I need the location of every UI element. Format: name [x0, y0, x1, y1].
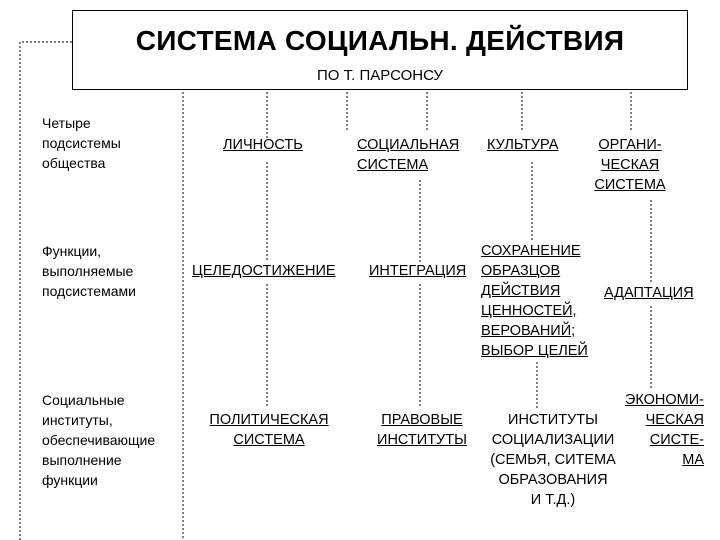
- subsystem-culture: КУЛЬТУРА: [487, 137, 559, 153]
- function-integration: ИНТЕГРАЦИЯ: [369, 263, 467, 279]
- row-label-functions: Функции, выполняемые подсистемами: [42, 243, 136, 299]
- function-adaptation: АДАПТАЦИЯ: [604, 285, 694, 301]
- institution-socialization: ИНСТИТУТЫ СОЦИАЛИЗАЦИИ (СЕМЬЯ, СИТЕМА ОБРАЗОВАНИЯ И Т.Д.): [490, 412, 616, 508]
- title-box: [72, 10, 688, 90]
- institution-political-system: ПОЛИТИЧЕСКАЯ СИСТЕМА: [209, 412, 329, 448]
- function-goal-attainment: ЦЕЛЕДОСТИЖЕНИЕ: [192, 263, 336, 279]
- diagram-title: СИСТЕМА СОЦИАЛЬН. ДЕЙСТВИЯ: [135, 25, 625, 56]
- row-label-institutions: Социальные институты, обеспечивающие выполнение функции: [42, 392, 156, 488]
- subsystem-personality: ЛИЧНОСТЬ: [223, 137, 303, 153]
- subsystem-social-system: СОЦИАЛЬНАЯ СИСТЕМА: [357, 137, 460, 173]
- row-label-subsystems: Четыре подсистемы общества: [42, 115, 121, 171]
- diagram-subtitle: ПО Т. ПАРСОНСУ: [317, 67, 443, 84]
- function-pattern-maintenance: СОХРАНЕНИЕ ОБРАЗЦОВ ДЕЙСТВИЯ ЦЕННОСТЕЙ, ВЕРОВАНИЙ; ВЫБОР ЦЕЛЕЙ: [481, 243, 588, 359]
- institution-economic-system: ЭКОНОМИ- ЧЕСКАЯ СИСТЕ- МА: [624, 392, 704, 468]
- institution-legal: ПРАВОВЫЕ ИНСТИТУТЫ: [377, 412, 467, 448]
- subsystem-organic-system: ОРГАНИ- ЧЕСКАЯ СИСТЕМА: [594, 137, 666, 193]
